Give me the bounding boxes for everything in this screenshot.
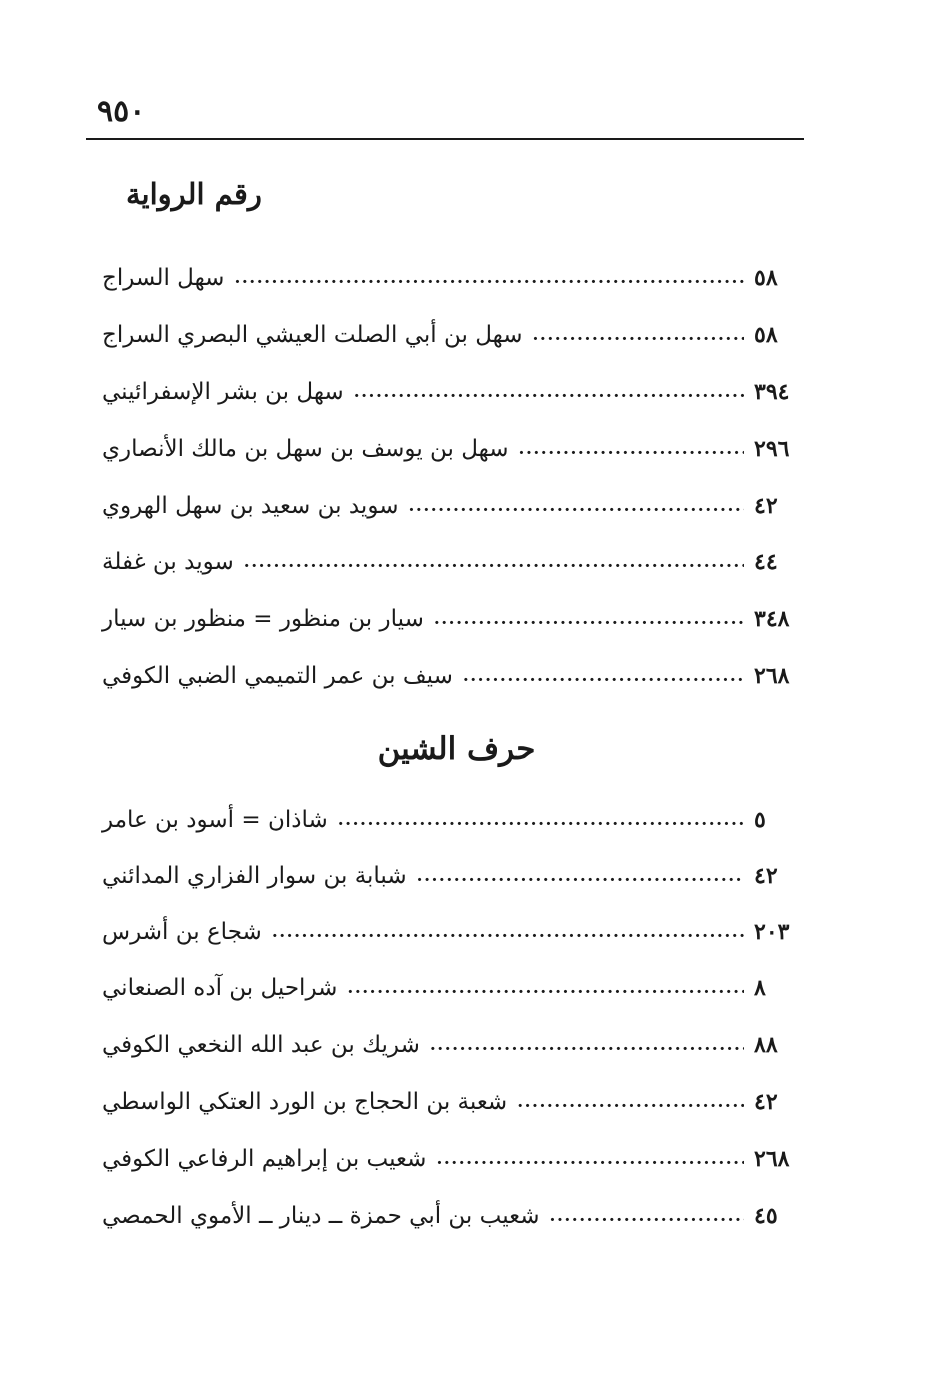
entry-number: ٨٨ xyxy=(754,1032,778,1058)
dot-leader xyxy=(463,657,744,695)
entry-number: ٣٩٤ xyxy=(754,379,790,405)
entry-name: سهل بن يوسف بن سهل بن مالك الأنصاري xyxy=(102,436,509,462)
index-entry xyxy=(102,801,802,839)
entry-number: ٢٦٨ xyxy=(754,1146,790,1172)
index-entry xyxy=(102,600,802,638)
index-entry xyxy=(102,857,802,895)
entry-number: ٢٩٦ xyxy=(754,436,790,462)
dot-leader xyxy=(408,487,744,525)
index-entry xyxy=(102,487,802,525)
entry-name: سهل السراج xyxy=(102,265,225,291)
entry-name: شبابة بن سوار الفزاري المدائني xyxy=(102,863,407,889)
section-heading: حرف الشين xyxy=(377,731,536,767)
dot-leader xyxy=(338,801,744,839)
entry-number: ٢٠٣ xyxy=(754,919,790,945)
index-entry xyxy=(102,1026,802,1064)
dot-leader xyxy=(519,430,744,468)
dot-leader xyxy=(434,600,744,638)
dot-leader xyxy=(417,857,744,895)
dot-leader xyxy=(436,1140,744,1178)
index-entry xyxy=(102,1083,802,1121)
entry-number: ٤٢ xyxy=(754,493,778,519)
index-entry xyxy=(102,1197,802,1235)
index-entry xyxy=(102,259,802,297)
entry-number: ٥٨ xyxy=(754,322,778,348)
entry-name: سيف بن عمر التميمي الضبي الكوفي xyxy=(102,663,453,689)
entry-number: ٣٤٨ xyxy=(754,606,790,632)
entry-name: شعيب بن أبي حمزة ــ دينار ــ الأموي الحمصي xyxy=(102,1203,540,1229)
dot-leader xyxy=(354,373,744,411)
index-entry xyxy=(102,543,802,581)
index-entry xyxy=(102,430,802,468)
index-entry xyxy=(102,657,802,695)
page-number: ٩٥٠ xyxy=(97,94,146,129)
dot-leader xyxy=(272,913,744,951)
index-entry xyxy=(102,373,802,411)
dot-leader xyxy=(517,1083,744,1121)
entry-number: ٨ xyxy=(754,975,766,1001)
dot-leader xyxy=(244,543,744,581)
entry-number: ٤٤ xyxy=(754,549,778,575)
column-heading: رقم الرواية xyxy=(126,177,262,211)
entry-number: ٥ xyxy=(754,807,766,833)
entry-name: شراحيل بن آده الصنعاني xyxy=(102,975,338,1001)
index-entry xyxy=(102,969,802,1007)
entry-number: ٤٥ xyxy=(754,1203,778,1229)
entry-number: ٤٢ xyxy=(754,863,778,889)
entry-name: سيار بن منظور = منظور بن سيار xyxy=(102,606,424,632)
index-entry xyxy=(102,316,802,354)
entry-name: شعيب بن إبراهيم الرفاعي الكوفي xyxy=(102,1146,427,1172)
dot-leader xyxy=(234,259,744,297)
index-entry xyxy=(102,1140,802,1178)
entry-name: سهل بن أبي الصلت العيشي البصري السراج xyxy=(102,322,523,348)
entry-name: سويد بن سعيد بن سهل الهروي xyxy=(102,493,399,519)
dot-leader xyxy=(533,316,744,354)
entry-number: ٤٢ xyxy=(754,1089,778,1115)
dot-leader xyxy=(430,1026,744,1064)
index-entry xyxy=(102,913,802,951)
entry-name: شجاع بن أشرس xyxy=(102,919,262,945)
entry-number: ٢٦٨ xyxy=(754,663,790,689)
dot-leader xyxy=(550,1197,744,1235)
entry-name: شعبة بن الحجاج بن الورد العتكي الواسطي xyxy=(102,1089,508,1115)
entry-name: شاذان = أسود بن عامر xyxy=(102,807,328,833)
entry-number: ٥٨ xyxy=(754,265,778,291)
entry-name: سويد بن غفلة xyxy=(102,549,234,575)
entry-name: سهل بن بشر الإسفرائيني xyxy=(102,379,344,405)
dot-leader xyxy=(347,969,744,1007)
entry-name: شريك بن عبد الله النخعي الكوفي xyxy=(102,1032,420,1058)
header-rule xyxy=(86,138,804,140)
